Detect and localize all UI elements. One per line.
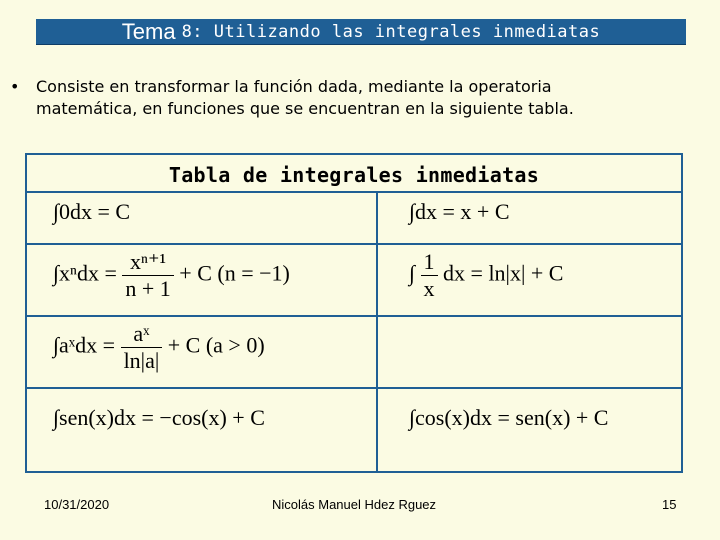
footer-page-number: 15: [662, 497, 677, 512]
power-rule-denominator: n + 1: [125, 276, 171, 301]
formula-integral-dx: ∫dx = x + C: [409, 199, 510, 224]
footer-date: 10/31/2020: [44, 497, 110, 512]
reciprocal-fraction: [421, 249, 438, 302]
reciprocal-numerator: 1: [421, 249, 438, 276]
formula-integral-zero: ∫0dx = C: [53, 199, 131, 224]
table-caption: Tabla de integrales inmediatas: [168, 163, 540, 187]
formula-sine: ∫sen(x)dx = −cos(x) + C: [53, 405, 265, 430]
exponential-fraction: [121, 321, 163, 374]
formula-exponential: [53, 321, 265, 374]
slide-title-bar: [36, 19, 686, 45]
reciprocal-lhs: ∫: [409, 260, 416, 286]
power-rule-fraction: [122, 249, 173, 302]
footer-author: Nicolás Manuel Hdez Rguez: [272, 497, 437, 512]
bullet-item: [8, 76, 688, 120]
bullet-text-line-2: matemática, en funciones que se encuentran en la siguiente tabla.: [36, 99, 574, 118]
exponential-lhs: ∫aˣdx =: [53, 332, 116, 358]
formula-power-rule: [53, 249, 290, 302]
table-divider-h2: [27, 243, 681, 245]
title-prefix: Tema: [121, 18, 176, 44]
table-divider-h4: [27, 387, 681, 389]
title-text: 8: Utilizando las integrales inmediatas: [181, 21, 601, 42]
integrals-table: [25, 153, 683, 473]
exponential-denominator: ln|a|: [123, 348, 160, 373]
table-divider-v: [376, 191, 378, 471]
power-rule-numerator: xⁿ⁺¹: [122, 249, 173, 276]
reciprocal-denominator: x: [423, 276, 435, 301]
power-rule-rhs: + C (n = −1): [179, 260, 290, 286]
exponential-rhs: + C (a > 0): [167, 332, 265, 358]
table-divider-h3: [27, 315, 681, 317]
bullet-marker: •: [10, 77, 20, 96]
reciprocal-rhs: dx = ln|x| + C: [443, 260, 564, 286]
formula-cosine: ∫cos(x)dx = sen(x) + C: [409, 405, 609, 430]
bullet-text-line-1: Consiste en transformar la función dada, mediante la operatoria: [36, 77, 552, 96]
bullet-text: [36, 76, 688, 120]
exponential-numerator: aˣ: [121, 321, 163, 348]
power-rule-lhs: ∫xⁿdx =: [53, 260, 117, 286]
formula-reciprocal: [409, 249, 563, 302]
table-divider-h1: [27, 191, 681, 193]
